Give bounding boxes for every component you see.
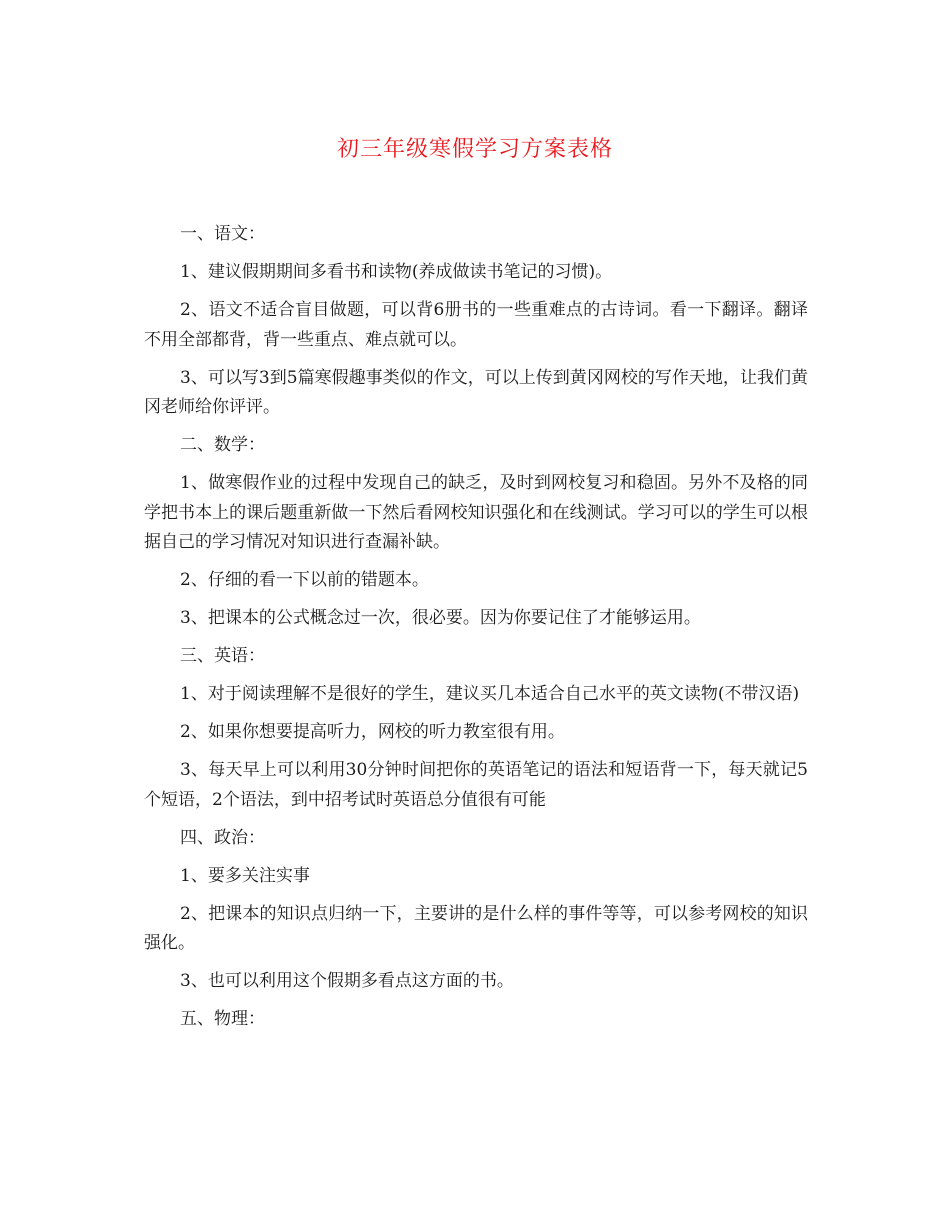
paragraph: 3、把课本的公式概念过一次，很必要。因为你要记住了才能够运用。 <box>180 608 701 628</box>
paragraph: 1、要多关注实事 <box>180 865 310 886</box>
paragraph: 3、每天早上可以利用30分钟时间把你的英语笔记的语法和短语背一下，每天就记5个短语，2个语法，到中招考试时英语总分值很有可能 <box>144 760 808 810</box>
paragraph: 2、如果你想要提高听力，网校的听力教室很有用。 <box>180 722 565 742</box>
paragraph: 1、建议假期期间多看书和读物(养成做读书笔记的习惯)。 <box>180 262 613 282</box>
paragraph: 2、把课本的知识点归纳一下，主要讲的是什么样的事件等等，可以参考网校的知识强化。 <box>144 903 808 953</box>
paragraph: 3、可以写3到5篇寒假趣事类似的作文，可以上传到黄冈网校的写作天地，让我们黄冈老师给你评评。 <box>144 367 808 417</box>
section-heading-politics: 四、政治： <box>180 827 265 848</box>
document-title: 初三年级寒假学习方案表格 <box>336 137 613 162</box>
paragraph: 2、语文不适合盲目做题，可以背6册书的一些重难点的古诗词。看一下翻译。翻译不用全部都背，背一些重点、难点就可以。 <box>144 300 808 350</box>
section-heading-english: 三、英语： <box>180 646 265 666</box>
document-body <box>144 220 808 1043</box>
section-heading-math: 二、数学： <box>180 435 265 455</box>
paragraph: 1、对于阅读理解不是很好的学生，建议买几本适合自己水平的英文读物(不带汉语) <box>180 684 800 704</box>
paragraph: 3、也可以利用这个假期多看点这方面的书。 <box>180 971 514 991</box>
paragraph: 1、做寒假作业的过程中发现自己的缺乏，及时到网校复习和稳固。另外不及格的同学把书本上的课后题重新做一下然后看网校知识强化和在线测试。学习可以的学生可以根据自己的学习情况对知识进行查漏补缺。 <box>144 473 808 552</box>
section-heading-chinese: 一、语文： <box>180 224 265 244</box>
paragraph: 2、仔细的看一下以前的错题本。 <box>180 570 429 590</box>
section-heading-physics: 五、物理： <box>180 1009 265 1029</box>
